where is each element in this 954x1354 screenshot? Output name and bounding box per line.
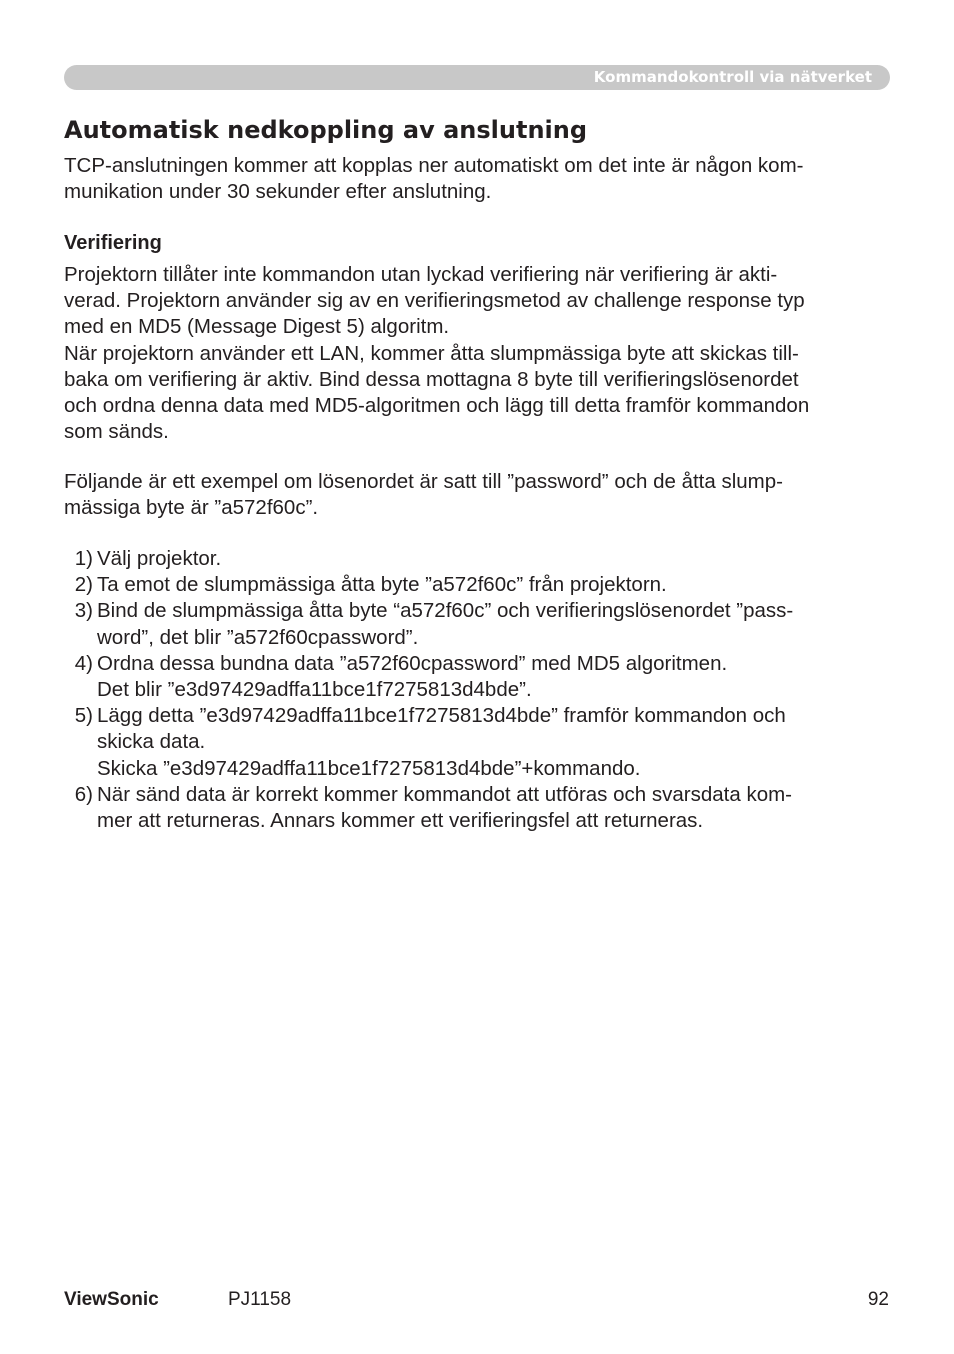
verification-line: som sänds. [64,420,169,444]
verification-line: och ordna denna data med MD5-algoritmen och lägg till detta framför kommandon [64,393,810,417]
example-line: Följande är ett exempel om lösenordet är satt till ”password” och de åtta slump- [64,470,783,493]
step-number: 5) [74,704,93,728]
page-title: Automatisk nedkoppling av anslutning [64,116,588,144]
step-number: 2) [74,573,93,597]
list-item [64,782,894,834]
section-header-bar [64,65,890,90]
step-line: skicka data. [97,730,206,754]
verification-line: baka om verifiering är aktiv. Bind dessa mottagna 8 byte till verifieringslösenordet [64,367,799,391]
step-line: Ta emot de slumpmässiga åtta byte ”a572f60c” från projektorn. [97,573,667,597]
step-line: När sänd data är korrekt kommer kommandot att utföras och svarsdata kom- [97,782,792,806]
footer-model: PJ1158 [228,1289,292,1310]
example-paragraph [64,469,894,521]
verification-line: verad. Projektorn använder sig av en verifieringsmetod av challenge response typ [64,289,805,313]
verification-line: med en MD5 (Message Digest 5) algoritm. [64,315,450,339]
step-line: mer att returneras. Annars kommer ett verifieringsfel att returneras. [97,808,704,832]
steps-list [64,546,894,834]
step-number: 3) [74,599,93,623]
step-line: Bind de slumpmässiga åtta byte “a572f60c” och verifieringslösenordet ”pass- [97,599,794,623]
example-line: mässiga byte är ”a572f60c”. [64,496,319,520]
section-header-label: Kommandokontroll via nätverket [593,68,872,86]
step-line: Välj projektor. [97,547,222,570]
step-line: Lägg detta ”e3d97429adffa11bce1f7275813d4bde” framför kommandon och [97,704,786,728]
intro-paragraph [64,153,894,205]
step-number: 4) [74,651,93,675]
step-number: 6) [74,782,93,806]
page-number: 92 [867,1289,889,1310]
list-item [64,651,894,703]
intro-line: munikation under 30 sekunder efter anslutning. [64,180,492,204]
list-item [64,546,894,572]
verification-line: Projektorn tillåter inte kommandon utan lyckad verifiering när verifiering är akti- [64,263,778,286]
step-line: Det blir ”e3d97429adffa11bce1f7275813d4bde”. [97,677,532,701]
list-item [64,572,894,598]
list-item [64,703,894,782]
step-line: word”, det blir ”a572f60cpassword”. [97,625,419,649]
footer-brand: ViewSonic [64,1289,159,1310]
verification-heading: Verifiering [64,232,162,254]
verification-line: När projektorn använder ett LAN, kommer åtta slumpmässiga byte att skickas till- [64,341,799,365]
step-line: Skicka ”e3d97429adffa11bce1f7275813d4bde”+kommando. [97,756,641,780]
step-number: 1) [74,547,93,570]
intro-line: TCP-anslutningen kommer att kopplas ner automatiskt om det inte är någon kom- [64,154,804,177]
list-item [64,598,894,650]
verification-paragraph [64,262,894,445]
step-line: Ordna dessa bundna data ”a572f60cpassword” med MD5 algoritmen. [97,651,728,675]
